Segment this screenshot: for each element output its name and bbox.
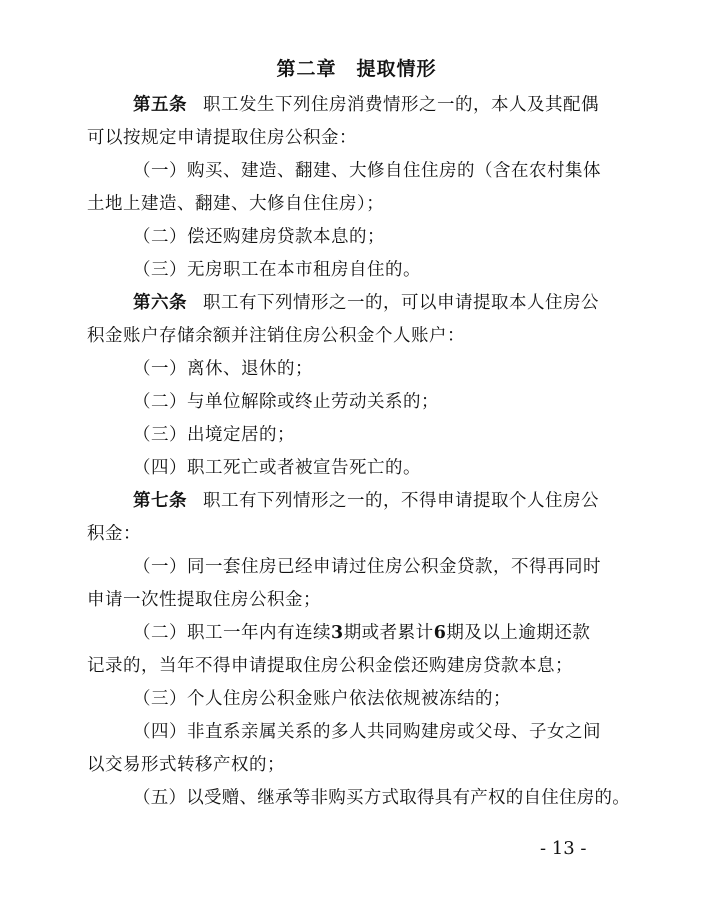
- article7-text-1: 职工有下列情形之一的，不得申请提取个人住房公: [203, 491, 599, 511]
- article7-label: 第七条: [133, 491, 187, 511]
- article6-line2: 积金账户存储余额并注销住房公积金个人账户：: [87, 326, 465, 346]
- article7-item2-text-b: 期或者累计: [343, 623, 434, 643]
- article7-item2-line1: [133, 617, 590, 649]
- article5-label: 第五条: [133, 95, 187, 115]
- article5-item3: （三）无房职工在本市租房自住的。: [133, 260, 421, 280]
- article7-item2-line2: 记录的，当年不得申请提取住房公积金偿还购建房贷款本息；: [87, 656, 573, 676]
- article6-item2: （二）与单位解除或终止劳动关系的；: [133, 392, 439, 412]
- article7-item2-num2: 6: [433, 623, 447, 643]
- article7-item5: （五）以受赠、继承等非购买方式取得具有产权的自住住房的。: [133, 788, 630, 808]
- article6-item3: （三）出境定居的；: [133, 425, 295, 445]
- article7-item2-num1: 3: [331, 623, 344, 643]
- article5-line2: 可以按规定申请提取住房公积金：: [87, 128, 357, 148]
- article7-item1-line2: 申请一次性提取住房公积金；: [87, 590, 321, 610]
- article6-item4: （四）职工死亡或者被宣告死亡的。: [133, 458, 421, 478]
- article7-item3: （三）个人住房公积金账户依法依规被冻结的；: [133, 689, 511, 709]
- article7-item2-text-c: 期及以上逾期还款: [446, 623, 591, 643]
- article5-line1: [133, 89, 599, 121]
- article5-item2: （二）偿还购建房贷款本息的；: [133, 227, 385, 247]
- article5-item1-line1: （一）购买、建造、翻建、大修自住住房的（含在农村集体: [133, 161, 601, 181]
- article6-line1: [133, 287, 599, 319]
- article7-line2: 积金：: [87, 524, 141, 544]
- article7-item1-line1: （一）同一套住房已经申请过住房公积金贷款，不得再同时: [133, 557, 601, 577]
- article7-line1: [133, 485, 599, 517]
- article5-item1-line2: 土地上建造、翻建、大修自住住房）；: [87, 194, 385, 214]
- page-number: - 13 -: [540, 838, 587, 859]
- article6-text-1: 职工有下列情形之一的，可以申请提取本人住房公: [203, 293, 599, 313]
- article6-label: 第六条: [133, 293, 187, 313]
- article7-item4-line2: 以交易形式转移产权的；: [87, 755, 285, 775]
- article6-item1: （一）离休、退休的；: [133, 359, 313, 379]
- article5-text-1: 职工发生下列住房消费情形之一的，本人及其配偶: [203, 95, 599, 115]
- chapter-title: 第二章 提取情形: [276, 58, 437, 80]
- article7-item2-text-a: （二）职工一年内有连续: [133, 623, 331, 643]
- article7-item4-line1: （四）非直系亲属关系的多人共同购建房或父母、子女之间: [133, 722, 601, 742]
